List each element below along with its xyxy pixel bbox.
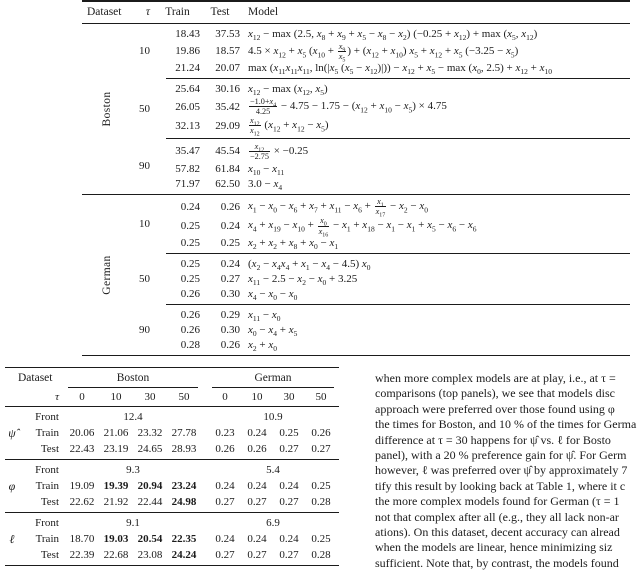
train-value: 0.25 xyxy=(180,258,200,271)
train-value: 71.97 xyxy=(175,177,200,190)
test-row xyxy=(5,494,339,510)
metric-value: 21.06 xyxy=(103,427,129,439)
test-value: 0.26 xyxy=(220,339,240,352)
estimator-symbol: φ xyxy=(8,478,16,493)
metrics-header-row xyxy=(5,368,339,388)
model-formula: $x_2 + x_0$ xyxy=(248,339,277,354)
metric-value: 0.25 xyxy=(311,480,331,492)
metrics-table xyxy=(5,367,339,566)
metric-value: 23.08 xyxy=(137,549,163,561)
train-value: 0.28 xyxy=(180,339,200,352)
body-text-line: difference at τ = 30 happens for ψ̂ vs. ℓ for Bosto xyxy=(375,432,611,447)
metric-value: 21.92 xyxy=(103,496,129,508)
metric-value: 22.62 xyxy=(69,496,95,508)
metric-value: 19.03 xyxy=(103,533,129,545)
test-value: 35.42 xyxy=(215,100,240,113)
colgroup-boston: Boston xyxy=(68,368,198,388)
tau-value: 0 xyxy=(79,391,85,403)
tau-value: 0 xyxy=(222,391,228,403)
metric-value: 0.27 xyxy=(247,496,267,508)
tau-value: 50 xyxy=(178,391,190,403)
front-value-boston: 9.1 xyxy=(126,517,140,529)
metric-value: 0.24 xyxy=(247,480,267,492)
tau-group xyxy=(122,139,630,193)
metric-value: 0.24 xyxy=(215,480,235,492)
metric-value: 0.25 xyxy=(279,427,299,439)
model-formula: $\frac{x_{12}}{-2.75}$ × −0.25 xyxy=(250,141,309,161)
metric-value: 20.94 xyxy=(137,480,163,492)
body-text-line: when the models are linear, hence minimizing siz xyxy=(375,540,613,555)
train-value: 35.47 xyxy=(175,145,200,158)
model-row xyxy=(155,216,630,239)
front-label: Front xyxy=(35,464,59,476)
model-row xyxy=(155,287,630,302)
metric-value: 0.23 xyxy=(215,427,235,439)
metric-value: 23.24 xyxy=(171,480,197,492)
header-tau: τ xyxy=(145,6,150,18)
metrics-header-dataset: Dataset xyxy=(18,372,53,384)
body-text-line: approach were preferred over those found using φ xyxy=(375,401,615,416)
dataset-label: Boston xyxy=(100,91,113,127)
metric-value: 0.27 xyxy=(215,549,235,561)
train-value: 25.64 xyxy=(175,83,200,96)
model-table xyxy=(82,0,630,356)
metric-value: 18.70 xyxy=(69,533,95,545)
train-value: 21.24 xyxy=(175,62,200,75)
train-value: 0.25 xyxy=(180,273,200,286)
body-text-line: ations). On this dataset, decent accuracy can alread xyxy=(375,524,620,539)
metric-value: 19.09 xyxy=(69,480,95,492)
test-value: 0.25 xyxy=(220,237,240,250)
tau-header: τ xyxy=(55,391,59,403)
train-value: 0.26 xyxy=(180,309,200,322)
model-row xyxy=(155,61,630,76)
model-formula: $x_2 + x_2 + x_8 + x_0 - x_1$ xyxy=(248,237,339,252)
train-label: Train xyxy=(35,480,59,492)
body-text xyxy=(375,371,640,571)
test-row xyxy=(5,441,339,457)
front-value-german: 5.4 xyxy=(266,464,280,476)
model-row xyxy=(155,338,630,353)
metric-group-ell xyxy=(5,513,339,566)
model-row xyxy=(155,116,630,139)
metric-value: 0.26 xyxy=(247,443,267,455)
train-value: 0.24 xyxy=(180,200,200,213)
model-row xyxy=(155,308,630,323)
metric-value: 0.27 xyxy=(215,496,235,508)
metric-value: 19.39 xyxy=(103,480,129,492)
front-value-german: 10.9 xyxy=(263,411,283,423)
tau-group xyxy=(122,305,630,355)
test-value: 0.24 xyxy=(220,220,240,233)
model-row xyxy=(155,161,630,176)
test-label: Test xyxy=(40,443,59,455)
metric-value: 0.24 xyxy=(247,427,267,439)
model-formula: $x_{11} - 2.5 - x_2 - x_0 + 3.25$ xyxy=(248,273,358,288)
tau-label: 90 xyxy=(139,324,150,337)
dataset-block-german xyxy=(82,194,630,356)
model-row xyxy=(155,257,630,272)
train-value: 32.13 xyxy=(175,119,200,132)
tau-value: 10 xyxy=(110,391,122,403)
colgroup-german: German xyxy=(212,368,334,388)
model-formula: $\max (x_{11}x_{11}x_{11}$, $\ln(|x_5$ $(x_5 - x_{12})|)) - x_{12} + x_5 - \max (x_0$, $2.5) + x_{12} + x_{10}$ xyxy=(248,62,552,77)
metric-value: 23.19 xyxy=(103,443,129,455)
body-text-line: panel), with a 20 % preference gain for ψ̂. For Germ xyxy=(375,447,627,462)
estimator-symbol: ℓ xyxy=(9,531,15,546)
model-row xyxy=(155,97,630,116)
model-row xyxy=(155,27,630,42)
model-formula: $x_{12} - \max (2.5$, $x_8 + x_9 + x_5 - x_8 - x_2$) $(-0.25 + x_{12}) + \max (x_5$, $x_{12}$) xyxy=(248,28,538,43)
train-row xyxy=(5,425,339,441)
model-formula: $x_4 - x_0 - x_0$ xyxy=(248,288,298,303)
test-label: Test xyxy=(40,549,59,561)
metric-value: 24.98 xyxy=(171,496,197,508)
front-value-german: 6.9 xyxy=(266,517,280,529)
train-label: Train xyxy=(35,533,59,545)
tau-label: 10 xyxy=(139,217,150,230)
model-row xyxy=(155,176,630,191)
metric-value: 28.93 xyxy=(171,443,197,455)
metric-value: 0.24 xyxy=(279,480,299,492)
metric-value: 0.24 xyxy=(215,533,235,545)
tau-label: 90 xyxy=(139,160,150,173)
model-formula: $x_1 - x_0 - x_6 + x_7 + x_{11} - x_6$ + $\frac{x_1}{x_{17}}$ − $x_2 - x_0$ xyxy=(248,197,428,219)
tau-group xyxy=(122,254,630,304)
metric-value: 22.35 xyxy=(171,533,197,545)
metric-value: 0.27 xyxy=(311,443,331,455)
front-row xyxy=(5,409,339,425)
model-formula: $x_{10} - x_{11}$ xyxy=(248,162,285,177)
header-model: Model xyxy=(248,6,279,18)
test-value: 0.30 xyxy=(220,324,240,337)
front-value-boston: 12.4 xyxy=(123,411,143,423)
metric-value: 0.27 xyxy=(279,443,299,455)
test-value: 45.54 xyxy=(215,145,240,158)
metric-value: 24.24 xyxy=(171,549,197,561)
header-dataset: Dataset xyxy=(87,6,122,18)
tau-label: 50 xyxy=(139,273,150,286)
tau-group xyxy=(122,24,630,78)
test-value: 0.26 xyxy=(220,200,240,213)
model-row xyxy=(155,323,630,338)
tau-value: 50 xyxy=(315,391,327,403)
front-row xyxy=(5,515,339,531)
model-row xyxy=(155,142,630,161)
test-value: 20.07 xyxy=(215,62,240,75)
header-test: Test xyxy=(210,6,230,18)
metric-value: 0.28 xyxy=(311,496,331,508)
test-value: 0.29 xyxy=(220,309,240,322)
tau-group xyxy=(122,195,630,254)
body-text-line: not that complex after all (e.g., they all lack non-ar xyxy=(375,509,619,524)
test-label: Test xyxy=(40,496,59,508)
front-label: Front xyxy=(35,517,59,529)
metric-value: 0.24 xyxy=(247,533,267,545)
metric-value: 0.25 xyxy=(311,533,331,545)
metric-value: 0.27 xyxy=(279,549,299,561)
model-formula: $x_{11} - x_0$ xyxy=(248,309,281,324)
model-formula: $\frac{x_{12}}{x_{12}}$ $(x_{12} + x_{12} - x_5)$ xyxy=(250,116,329,139)
dataset-rows xyxy=(122,24,630,194)
metric-group-phi xyxy=(5,460,339,513)
model-row xyxy=(155,41,630,64)
test-value: 0.30 xyxy=(220,288,240,301)
metric-value: 20.54 xyxy=(137,533,163,545)
train-value: 26.05 xyxy=(175,100,200,113)
metric-value: 23.32 xyxy=(137,427,163,439)
body-text-line: the times for Boston, and 10 % of the times for Germa xyxy=(375,417,637,432)
model-row xyxy=(155,197,630,219)
train-row xyxy=(5,531,339,547)
train-value: 0.26 xyxy=(180,288,200,301)
body-text-line: however, ℓ was preferred over ψ̂ by approximately 7 xyxy=(375,463,628,478)
model-row xyxy=(155,82,630,97)
metric-value: 0.27 xyxy=(247,549,267,561)
test-value: 30.16 xyxy=(215,83,240,96)
model-row xyxy=(155,236,630,251)
metric-value: 22.44 xyxy=(137,496,163,508)
body-text-line: sufficient. Note that, by contrast, the models found xyxy=(375,555,619,570)
metric-value: 0.28 xyxy=(311,549,331,561)
test-value: 37.53 xyxy=(215,28,240,40)
model-table-header xyxy=(82,2,630,24)
test-value: 62.50 xyxy=(215,177,240,190)
dataset-label: German xyxy=(100,255,113,295)
tau-header-row xyxy=(5,388,339,407)
tau-value: 10 xyxy=(251,391,263,403)
model-formula: $x_0 - x_4 + x_5$ xyxy=(248,324,298,339)
metric-value: 22.43 xyxy=(69,443,95,455)
body-text-line: when more complex models are at play, i.e., at τ = xyxy=(375,371,616,385)
train-value: 19.86 xyxy=(175,45,200,58)
dataset-rows xyxy=(122,195,630,356)
tau-value: 30 xyxy=(283,391,295,403)
test-value: 29.09 xyxy=(215,119,240,132)
train-label: Train xyxy=(35,427,59,439)
front-label: Front xyxy=(35,411,59,423)
train-value: 18.43 xyxy=(175,28,200,40)
tau-value: 30 xyxy=(144,391,156,403)
test-value: 61.84 xyxy=(215,162,240,175)
train-value: 0.25 xyxy=(180,220,200,233)
model-row xyxy=(155,272,630,287)
metric-value: 22.68 xyxy=(103,549,129,561)
estimator-symbol: ψ̂ xyxy=(8,425,16,440)
metric-value: 27.78 xyxy=(171,427,197,439)
dataset-block-boston xyxy=(82,24,630,194)
metric-value: 20.06 xyxy=(69,427,95,439)
metric-value: 0.27 xyxy=(279,496,299,508)
model-formula: $4.5 \times x_{12} + x_5$ ($x_{10}$ + $\frac{x_9}{x_5}$ ) + $(x_{12} + x_{10}) x_5 + x_{12} + x_5$ $(-3.25 - x_5)$ xyxy=(248,41,519,64)
front-row xyxy=(5,462,339,478)
tau-label: 10 xyxy=(139,45,150,58)
header-train: Train xyxy=(165,6,190,18)
model-formula: $3.0 - x_4$ xyxy=(248,177,283,192)
metric-value: 24.65 xyxy=(137,443,163,455)
model-formula: $(x_2 - x_4x_4 + x_1 - x_4 - 4.5)$ $x_0$ xyxy=(248,258,371,273)
tau-label: 50 xyxy=(139,102,150,115)
body-text-line: comparisons (top panels), we see that models disc xyxy=(375,386,615,401)
model-formula: $x_{12} - \max (x_{12}$, $x_5$) xyxy=(248,83,328,98)
body-text-line: tify this result by looking back at Table 1, where it c xyxy=(375,478,626,493)
train-value: 0.25 xyxy=(180,237,200,250)
train-value: 57.82 xyxy=(175,162,200,175)
front-value-boston: 9.3 xyxy=(126,464,140,476)
model-formula: $\frac{-1.0+x_4}{4.25}$ − $4.75 - 1.75 - (x_{12} + x_{10} - x_5) \times 4.75$ xyxy=(250,96,447,117)
body-text-line: the more complex models found for German (τ = 1 xyxy=(375,494,620,509)
metric-value: 0.26 xyxy=(215,443,235,455)
test-value: 18.57 xyxy=(215,45,240,58)
test-value: 0.24 xyxy=(220,258,240,271)
test-row xyxy=(5,547,339,563)
train-row xyxy=(5,478,339,494)
metric-group-psi xyxy=(5,407,339,460)
model-formula: $x_4 + x_{19} - x_{10}$ + $\frac{x_0}{x_{16}}$ − $x_1 + x_{18} - x_1 - x_1 + x_5 - x_6 - x_6$ xyxy=(248,216,477,239)
metric-value: 0.24 xyxy=(279,533,299,545)
train-value: 0.26 xyxy=(180,324,200,337)
metric-value: 0.26 xyxy=(311,427,331,439)
tau-group xyxy=(122,79,630,138)
metric-value: 22.39 xyxy=(69,549,95,561)
test-value: 0.27 xyxy=(220,273,240,286)
